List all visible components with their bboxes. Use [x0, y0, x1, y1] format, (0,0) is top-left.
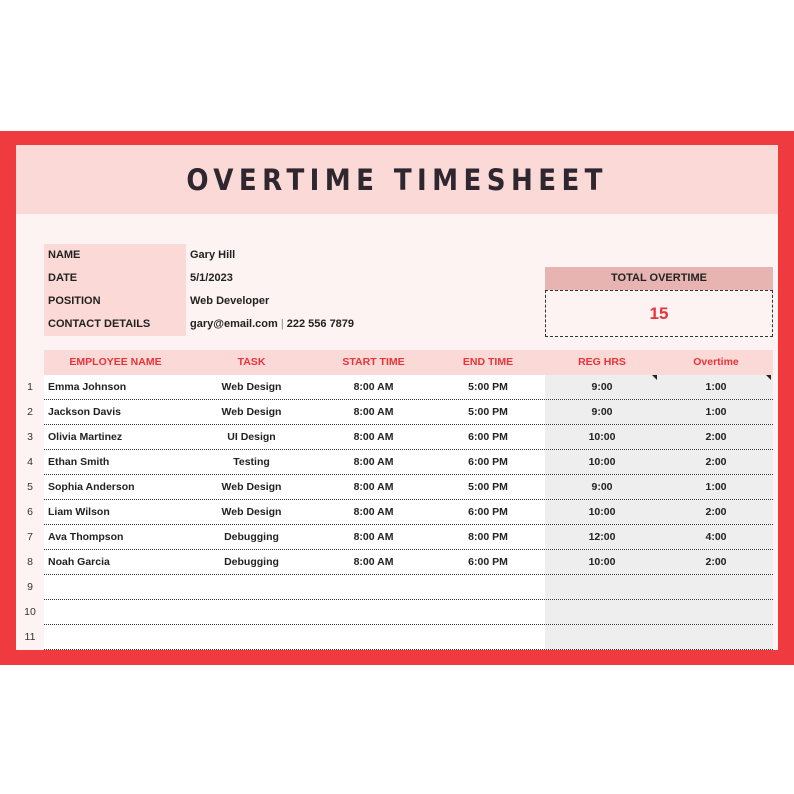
total-overtime-value[interactable]: 15 — [545, 290, 773, 337]
title-band — [16, 145, 778, 214]
end-time-cell[interactable] — [431, 625, 545, 649]
overtime-cell[interactable]: 1:00 — [705, 381, 727, 393]
reg-hrs-cell[interactable]: 9:00 — [591, 406, 613, 418]
timesheet-frame — [0, 131, 794, 665]
end-time-cell[interactable]: 6:00 PM — [468, 506, 508, 518]
reg-hrs-cell[interactable]: 10:00 — [588, 431, 616, 443]
row-number: 11 — [16, 625, 44, 650]
row-number: 5 — [16, 475, 44, 500]
reg-hrs-cell[interactable]: 12:00 — [588, 531, 616, 543]
reg-hrs-cell[interactable] — [545, 600, 659, 624]
row-number: 6 — [16, 500, 44, 525]
contact-phone: 222 556 7879 — [286, 318, 355, 330]
employee-name-cell[interactable] — [44, 625, 187, 649]
task-cell[interactable]: Testing — [233, 456, 270, 468]
employee-name-cell[interactable]: Jackson Davis — [48, 406, 121, 418]
task-cell[interactable] — [187, 575, 316, 599]
overtime-cell[interactable] — [659, 600, 773, 624]
table-header — [44, 350, 773, 375]
start-time-cell[interactable] — [316, 600, 431, 624]
row-number: 10 — [16, 600, 44, 625]
contact-email: gary@email.com — [190, 318, 278, 330]
task-cell[interactable]: Web Design — [221, 506, 282, 518]
row-body — [44, 550, 773, 575]
task-cell[interactable]: Web Design — [221, 406, 282, 418]
row-body — [44, 425, 773, 450]
header-overtime: Overtime — [693, 356, 739, 368]
task-cell[interactable]: Debugging — [224, 531, 279, 543]
employee-name-cell[interactable]: Ethan Smith — [48, 456, 110, 468]
overtime-cell[interactable]: 1:00 — [705, 406, 727, 418]
row-number: 7 — [16, 525, 44, 550]
employee-name-cell[interactable]: Emma Johnson — [48, 381, 127, 393]
table-row — [16, 425, 778, 450]
row-body — [44, 625, 773, 650]
task-cell[interactable]: UI Design — [227, 431, 276, 443]
row-number: 4 — [16, 450, 44, 475]
name-label: NAME — [44, 244, 186, 267]
contact-value[interactable] — [186, 313, 354, 336]
start-time-cell[interactable]: 8:00 AM — [353, 556, 394, 568]
reg-hrs-cell[interactable] — [545, 575, 659, 599]
end-time-cell[interactable]: 6:00 PM — [468, 556, 508, 568]
overtime-cell[interactable]: 2:00 — [705, 456, 727, 468]
overtime-cell[interactable] — [659, 625, 773, 649]
start-time-cell[interactable]: 8:00 AM — [353, 531, 394, 543]
overtime-cell[interactable]: 2:00 — [705, 431, 727, 443]
employee-name-cell[interactable]: Liam Wilson — [48, 506, 110, 518]
header-task: TASK — [237, 356, 266, 368]
end-time-cell[interactable]: 6:00 PM — [468, 456, 508, 468]
date-value[interactable]: 5/1/2023 — [190, 272, 233, 284]
timesheet-sheet — [16, 145, 778, 650]
start-time-cell[interactable] — [316, 625, 431, 649]
row-body — [44, 575, 773, 600]
total-overtime-label: TOTAL OVERTIME — [545, 267, 773, 290]
task-cell[interactable]: Debugging — [224, 556, 279, 568]
table-row — [16, 450, 778, 475]
row-number: 3 — [16, 425, 44, 450]
overtime-cell[interactable]: 2:00 — [705, 506, 727, 518]
header-start-time: START TIME — [342, 356, 405, 368]
contact-separator: | — [280, 318, 284, 330]
contact-label: CONTACT DETAILS — [44, 313, 186, 336]
name-value[interactable]: Gary Hill — [190, 249, 236, 261]
employee-name-cell[interactable]: Olivia Martinez — [48, 431, 123, 443]
page-title: OVERTIME TIMESHEET — [186, 162, 608, 197]
row-body — [44, 400, 773, 425]
row-number: 1 — [16, 375, 44, 400]
end-time-cell[interactable]: 6:00 PM — [468, 431, 508, 443]
date-label: DATE — [44, 267, 186, 290]
overtime-cell[interactable]: 4:00 — [705, 531, 727, 543]
table-row — [16, 525, 778, 550]
position-label: POSITION — [44, 290, 186, 313]
table-row — [16, 400, 778, 425]
position-value[interactable]: Web Developer — [190, 295, 270, 307]
start-time-cell[interactable] — [316, 575, 431, 599]
row-number: 9 — [16, 575, 44, 600]
end-time-cell[interactable]: 5:00 PM — [468, 481, 508, 493]
reg-hrs-cell[interactable]: 10:00 — [588, 456, 616, 468]
start-time-cell[interactable]: 8:00 AM — [353, 431, 394, 443]
start-time-cell[interactable]: 8:00 AM — [353, 481, 394, 493]
overtime-cell[interactable] — [659, 575, 773, 599]
task-cell[interactable] — [187, 600, 316, 624]
header-end-time: END TIME — [462, 356, 514, 368]
reg-hrs-note-marker — [652, 375, 657, 380]
reg-hrs-cell[interactable]: 10:00 — [588, 556, 616, 568]
employee-name-cell[interactable]: Ava Thompson — [48, 531, 124, 543]
row-body — [44, 525, 773, 550]
start-time-cell[interactable]: 8:00 AM — [353, 381, 394, 393]
row-body — [44, 475, 773, 500]
end-time-cell[interactable]: 8:00 PM — [468, 531, 508, 543]
employee-name-cell[interactable]: Noah Garcia — [48, 556, 110, 568]
row-body — [44, 500, 773, 525]
start-time-cell[interactable]: 8:00 AM — [353, 456, 394, 468]
end-time-cell[interactable]: 5:00 PM — [468, 406, 508, 418]
table-row — [16, 625, 778, 650]
start-time-cell[interactable]: 8:00 AM — [353, 406, 394, 418]
row-body — [44, 600, 773, 625]
task-cell[interactable]: Web Design — [221, 381, 282, 393]
table-row — [16, 575, 778, 600]
table-row — [16, 500, 778, 525]
table-row — [16, 550, 778, 575]
end-time-cell[interactable]: 5:00 PM — [468, 381, 508, 393]
employee-name-cell[interactable]: Sophia Anderson — [48, 481, 135, 493]
employee-name-cell[interactable] — [44, 575, 187, 599]
table-row — [16, 375, 778, 400]
start-time-cell[interactable]: 8:00 AM — [353, 506, 394, 518]
row-number: 8 — [16, 550, 44, 575]
task-cell[interactable]: Web Design — [221, 481, 282, 493]
reg-hrs-cell[interactable]: 9:00 — [591, 381, 613, 393]
row-body — [44, 375, 773, 400]
overtime-cell[interactable]: 1:00 — [705, 481, 727, 493]
employee-name-cell[interactable] — [44, 600, 187, 624]
header-employee-name: EMPLOYEE NAME — [69, 356, 162, 368]
row-body — [44, 450, 773, 475]
table-row — [16, 600, 778, 625]
overtime-cell[interactable]: 2:00 — [705, 556, 727, 568]
table-row — [16, 475, 778, 500]
task-cell[interactable] — [187, 625, 316, 649]
header-reg-hrs: REG HRS — [578, 356, 626, 368]
row-number: 2 — [16, 400, 44, 425]
reg-hrs-cell[interactable] — [545, 625, 659, 649]
reg-hrs-cell[interactable]: 10:00 — [588, 506, 616, 518]
end-time-cell[interactable] — [431, 575, 545, 599]
overtime-note-marker — [766, 375, 771, 380]
end-time-cell[interactable] — [431, 600, 545, 624]
reg-hrs-cell[interactable]: 9:00 — [591, 481, 613, 493]
